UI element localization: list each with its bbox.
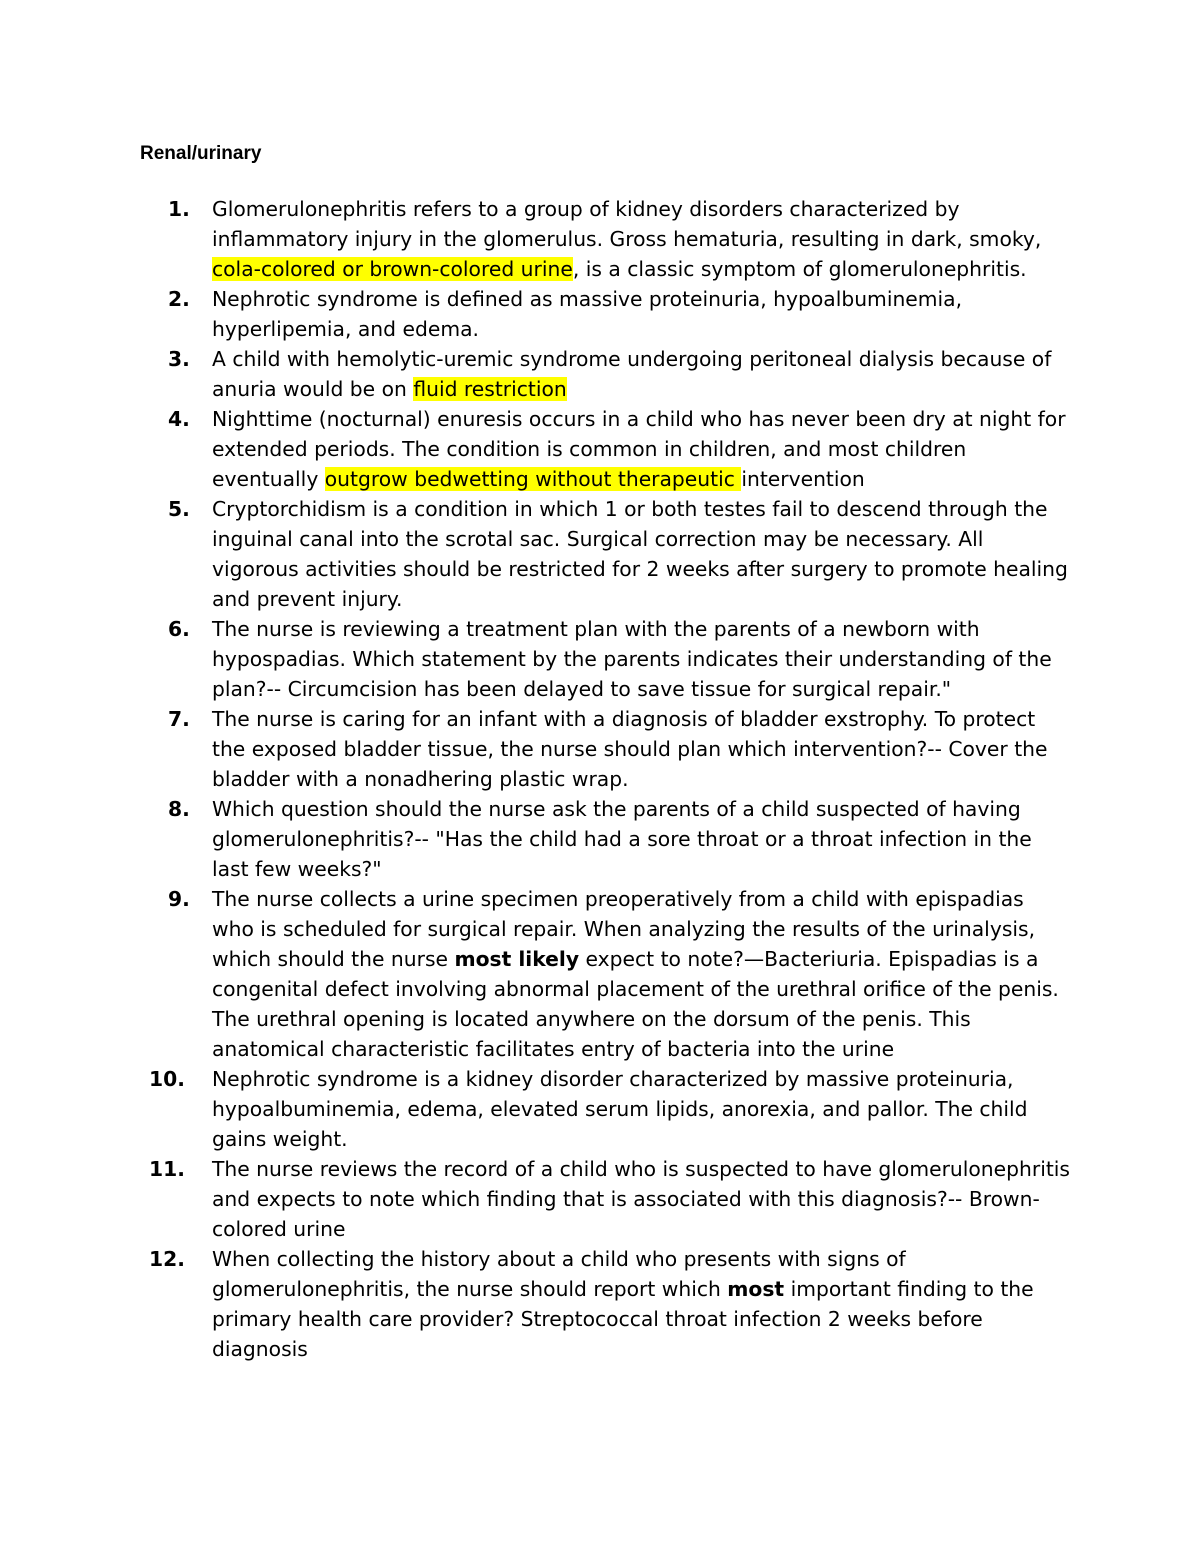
list-item: [0, 1154, 1200, 1244]
list-item: [0, 1064, 1200, 1154]
highlighted-text: outgrow bedwetting without therapeutic: [324, 467, 742, 491]
bold-text: most likely: [454, 947, 580, 971]
item-text: Nephrotic syndrome is a kidney disorder characterized by massive proteinuria, hypoalbuminemia, edema, elevated serum lipids, anorexia, and pallor. The child gains weight.: [212, 1067, 1028, 1151]
list-item: [0, 1244, 1200, 1364]
item-text: Glomerulonephritis refers to a group of kidney disorders characterized by inflammatory injury in the glomerulus. Gross hematuria, resulting in dark, smoky,: [212, 197, 1042, 251]
item-text: A child with hemolytic-uremic syndrome undergoing peritoneal dialysis because of anuria would be on: [212, 347, 1052, 401]
item-text: important finding to the primary health care provider? Streptococcal throat infection 2 weeks before diagnosis: [212, 1277, 1034, 1361]
item-text: The nurse is reviewing a treatment plan with the parents of a newborn with hypospadias. Which statement by the parents indicates their understanding of the plan?-- Circumcision has been delayed to save tissue for surgical repair.": [212, 617, 1052, 701]
item-text: The nurse is caring for an infant with a diagnosis of bladder exstrophy. To protect the exposed bladder tissue, the nurse should plan which intervention?-- Cover the bladder with a nonadhering plastic wrap.: [212, 707, 1048, 791]
document-heading: Renal/urinary: [140, 143, 262, 164]
item-number: 2.: [168, 287, 190, 311]
list-item: [0, 194, 1200, 284]
bold-text: most: [727, 1277, 785, 1301]
item-text: , is a classic symptom of glomerulonephritis.: [572, 257, 1027, 281]
item-number: 6.: [168, 617, 190, 641]
list-item: [0, 494, 1200, 614]
item-number: 12.: [149, 1247, 185, 1271]
list-item: [0, 704, 1200, 794]
item-number: 10.: [149, 1067, 185, 1091]
list-item: [0, 884, 1200, 1064]
list-item: [0, 284, 1200, 344]
item-text: When collecting the history about a child who presents with signs of glomerulonephritis, the nurse should report which: [212, 1247, 906, 1301]
numbered-list: [0, 194, 1200, 1364]
item-text: intervention: [741, 467, 865, 491]
item-text: The nurse reviews the record of a child who is suspected to have glomerulonephritis and expects to note which finding that is associated with this diagnosis?-- Brown-colored urine: [212, 1157, 1070, 1241]
list-item: [0, 794, 1200, 884]
item-text: expect to note?—Bacteriuria. Epispadias is a congenital defect involving abnormal placement of the urethral orifice of the penis. The urethral opening is located anywhere on the dorsum of the penis. This anatomical characteristic facilitates entry of bacteria into the urine: [212, 947, 1059, 1061]
item-text: Nighttime (nocturnal) enuresis occurs in a child who has never been dry at night for extended periods. The condition is common in children, and most children eventually: [212, 407, 1066, 491]
list-item: [0, 614, 1200, 704]
item-text: Cryptorchidism is a condition in which 1 or both testes fail to descend through the inguinal canal into the scrotal sac. Surgical correction may be necessary. All vigorous activities should be restricted for 2 weeks after surgery to promote healing and prevent injury.: [212, 497, 1068, 611]
list-item: [0, 404, 1200, 494]
item-text: Which question should the nurse ask the parents of a child suspected of having glomerulonephritis?-- "Has the child had a sore throat or a throat infection in the last few weeks?": [212, 797, 1032, 881]
highlighted-text: cola-colored or brown-colored urine: [212, 257, 573, 281]
item-text: Nephrotic syndrome is defined as massive proteinuria, hypoalbuminemia, hyperlipemia, and edema.: [212, 287, 963, 341]
list-item: [0, 344, 1200, 404]
item-number: 4.: [168, 407, 190, 431]
item-number: 5.: [168, 497, 190, 521]
item-number: 9.: [168, 887, 190, 911]
item-number: 3.: [168, 347, 190, 371]
item-number: 11.: [149, 1157, 185, 1181]
item-number: 1.: [168, 197, 190, 221]
item-number: 8.: [168, 797, 190, 821]
item-text: The nurse collects a urine specimen preoperatively from a child with epispadias who is scheduled for surgical repair. When analyzing the results of the urinalysis, which should the nurse: [212, 887, 1036, 971]
item-number: 7.: [168, 707, 190, 731]
highlighted-text: fluid restriction: [413, 377, 567, 401]
